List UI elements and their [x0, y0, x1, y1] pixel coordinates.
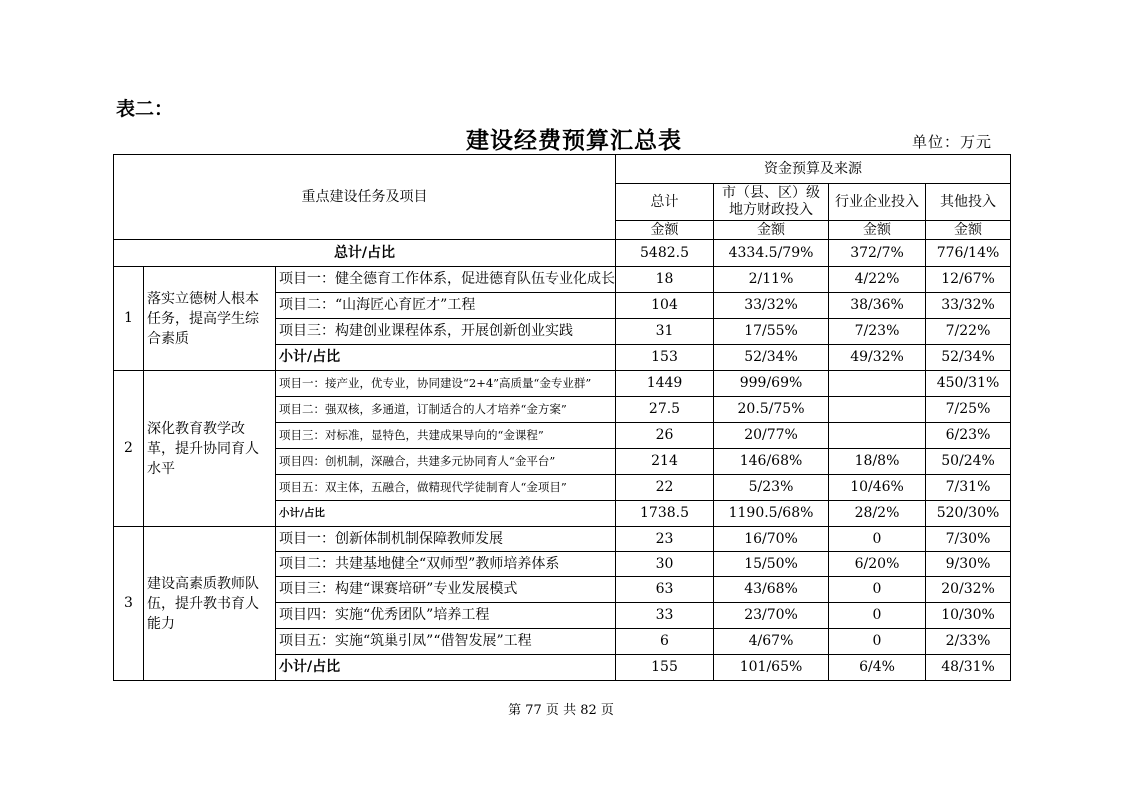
project-name: 项目三：构建“课赛培研”专业发展模式 — [276, 577, 616, 603]
value-cell: 23/70% — [714, 603, 829, 629]
total-row — [114, 240, 1011, 267]
amount-header: 金额 — [829, 221, 926, 240]
value-cell: 7/22% — [926, 319, 1011, 345]
group-number: 1 — [114, 267, 144, 371]
value-cell: 18 — [616, 267, 714, 293]
project-name: 项目四：创机制，深融合，共建多元协同育人“金平台” — [276, 449, 616, 475]
value-cell: 17/55% — [714, 319, 829, 345]
value-cell: 2/33% — [926, 629, 1011, 655]
value-cell: 4/22% — [829, 267, 926, 293]
group-name: 深化教育教学改革，提升协同育人水平 — [144, 371, 276, 527]
subtotal-label: 小计/占比 — [276, 501, 616, 527]
value-cell: 1738.5 — [616, 501, 714, 527]
value-cell: 28/2% — [829, 501, 926, 527]
page-number: 第 77 页 共 82 页 — [508, 703, 614, 718]
project-name: 项目二：共建基地健全“双师型”教师培养体系 — [276, 552, 616, 577]
value-cell: 20/77% — [714, 423, 829, 449]
value-cell — [829, 371, 926, 397]
value-cell: 7/25% — [926, 397, 1011, 423]
table-label: 表二： — [116, 98, 174, 120]
project-name: 项目三：构建创业课程体系，开展创新创业实践 — [276, 319, 616, 345]
value-cell: 9/30% — [926, 552, 1011, 577]
value-cell: 450/31% — [926, 371, 1011, 397]
amount-header: 金额 — [616, 221, 714, 240]
value-cell: 33/32% — [926, 293, 1011, 319]
value-cell: 6 — [616, 629, 714, 655]
value-cell: 6/4% — [829, 655, 926, 681]
value-cell: 20.5/75% — [714, 397, 829, 423]
value-cell: 7/23% — [829, 319, 926, 345]
subtotal-label: 小计/占比 — [276, 655, 616, 681]
value-cell: 30 — [616, 552, 714, 577]
value-cell: 5/23% — [714, 475, 829, 501]
project-name: 项目五：实施“筑巢引凤”“借智发展”工程 — [276, 629, 616, 655]
value-cell: 26 — [616, 423, 714, 449]
industry-column-header: 行业企业投入 — [829, 184, 926, 221]
value-cell: 18/8% — [829, 449, 926, 475]
project-name: 项目四：实施“优秀团队”培养工程 — [276, 603, 616, 629]
group-number: 2 — [114, 371, 144, 527]
task-column-header: 重点建设任务及项目 — [114, 155, 616, 240]
value-cell: 153 — [616, 345, 714, 371]
value-cell: 38/36% — [829, 293, 926, 319]
table-row — [114, 371, 1011, 397]
value-cell: 27.5 — [616, 397, 714, 423]
table-row — [114, 527, 1011, 552]
value-cell: 6/20% — [829, 552, 926, 577]
page-title: 建设经费预算汇总表 — [466, 128, 682, 154]
value-cell: 146/68% — [714, 449, 829, 475]
value-cell: 48/31% — [926, 655, 1011, 681]
value-cell: 0 — [829, 603, 926, 629]
project-name: 项目二：“山海匠心育匠才”工程 — [276, 293, 616, 319]
value-cell: 104 — [616, 293, 714, 319]
value-cell: 1190.5/68% — [714, 501, 829, 527]
value-cell: 15/50% — [714, 552, 829, 577]
value-cell: 101/65% — [714, 655, 829, 681]
value-cell: 1449 — [616, 371, 714, 397]
value-cell: 0 — [829, 577, 926, 603]
funding-group-header: 资金预算及来源 — [616, 155, 1011, 184]
value-cell: 50/24% — [926, 449, 1011, 475]
value-cell: 52/34% — [714, 345, 829, 371]
value-cell: 52/34% — [926, 345, 1011, 371]
other-column-header: 其他投入 — [926, 184, 1011, 221]
value-cell: 33 — [616, 603, 714, 629]
value-cell: 43/68% — [714, 577, 829, 603]
total-column-header: 总计 — [616, 184, 714, 221]
total-cell: 4334.5/79% — [714, 240, 829, 267]
value-cell: 7/30% — [926, 527, 1011, 552]
total-row-label: 总计/占比 — [114, 240, 616, 267]
value-cell: 214 — [616, 449, 714, 475]
group-name: 建设高素质教师队伍，提升教书育人能力 — [144, 527, 276, 681]
value-cell: 33/32% — [714, 293, 829, 319]
local-finance-column-header: 市（县、区）级 地方财政投入 — [714, 184, 829, 221]
value-cell: 49/32% — [829, 345, 926, 371]
amount-header: 金额 — [926, 221, 1011, 240]
group-number: 3 — [114, 527, 144, 681]
project-name: 项目一：健全德育工作体系，促进德育队伍专业化成长 — [276, 267, 616, 293]
total-cell: 5482.5 — [616, 240, 714, 267]
value-cell — [829, 423, 926, 449]
value-cell: 0 — [829, 527, 926, 552]
budget-summary-table — [113, 154, 1011, 681]
amount-header: 金额 — [714, 221, 829, 240]
value-cell: 520/30% — [926, 501, 1011, 527]
value-cell: 2/11% — [714, 267, 829, 293]
value-cell: 7/31% — [926, 475, 1011, 501]
unit-label: 单位：万元 — [912, 133, 993, 151]
total-cell: 372/7% — [829, 240, 926, 267]
value-cell: 10/46% — [829, 475, 926, 501]
value-cell: 16/70% — [714, 527, 829, 552]
value-cell: 20/32% — [926, 577, 1011, 603]
value-cell: 999/69% — [714, 371, 829, 397]
value-cell: 22 — [616, 475, 714, 501]
value-cell: 6/23% — [926, 423, 1011, 449]
project-name: 项目三：对标准，显特色，共建成果导向的“金课程” — [276, 423, 616, 449]
value-cell: 31 — [616, 319, 714, 345]
value-cell: 63 — [616, 577, 714, 603]
value-cell: 10/30% — [926, 603, 1011, 629]
project-name: 项目一：创新体制机制保障教师发展 — [276, 527, 616, 552]
table-row — [114, 267, 1011, 293]
value-cell: 155 — [616, 655, 714, 681]
project-name: 项目五：双主体，五融合，做精现代学徒制育人“金项目” — [276, 475, 616, 501]
subtotal-label: 小计/占比 — [276, 345, 616, 371]
value-cell: 12/67% — [926, 267, 1011, 293]
value-cell: 0 — [829, 629, 926, 655]
value-cell: 23 — [616, 527, 714, 552]
value-cell — [829, 397, 926, 423]
group-name: 落实立德树人根本任务，提高学生综合素质 — [144, 267, 276, 371]
project-name: 项目一：接产业，优专业，协同建设“2+4”高质量“金专业群” — [276, 371, 616, 397]
total-cell: 776/14% — [926, 240, 1011, 267]
project-name: 项目二：强双核，多通道，订制适合的人才培养“金方案” — [276, 397, 616, 423]
value-cell: 4/67% — [714, 629, 829, 655]
